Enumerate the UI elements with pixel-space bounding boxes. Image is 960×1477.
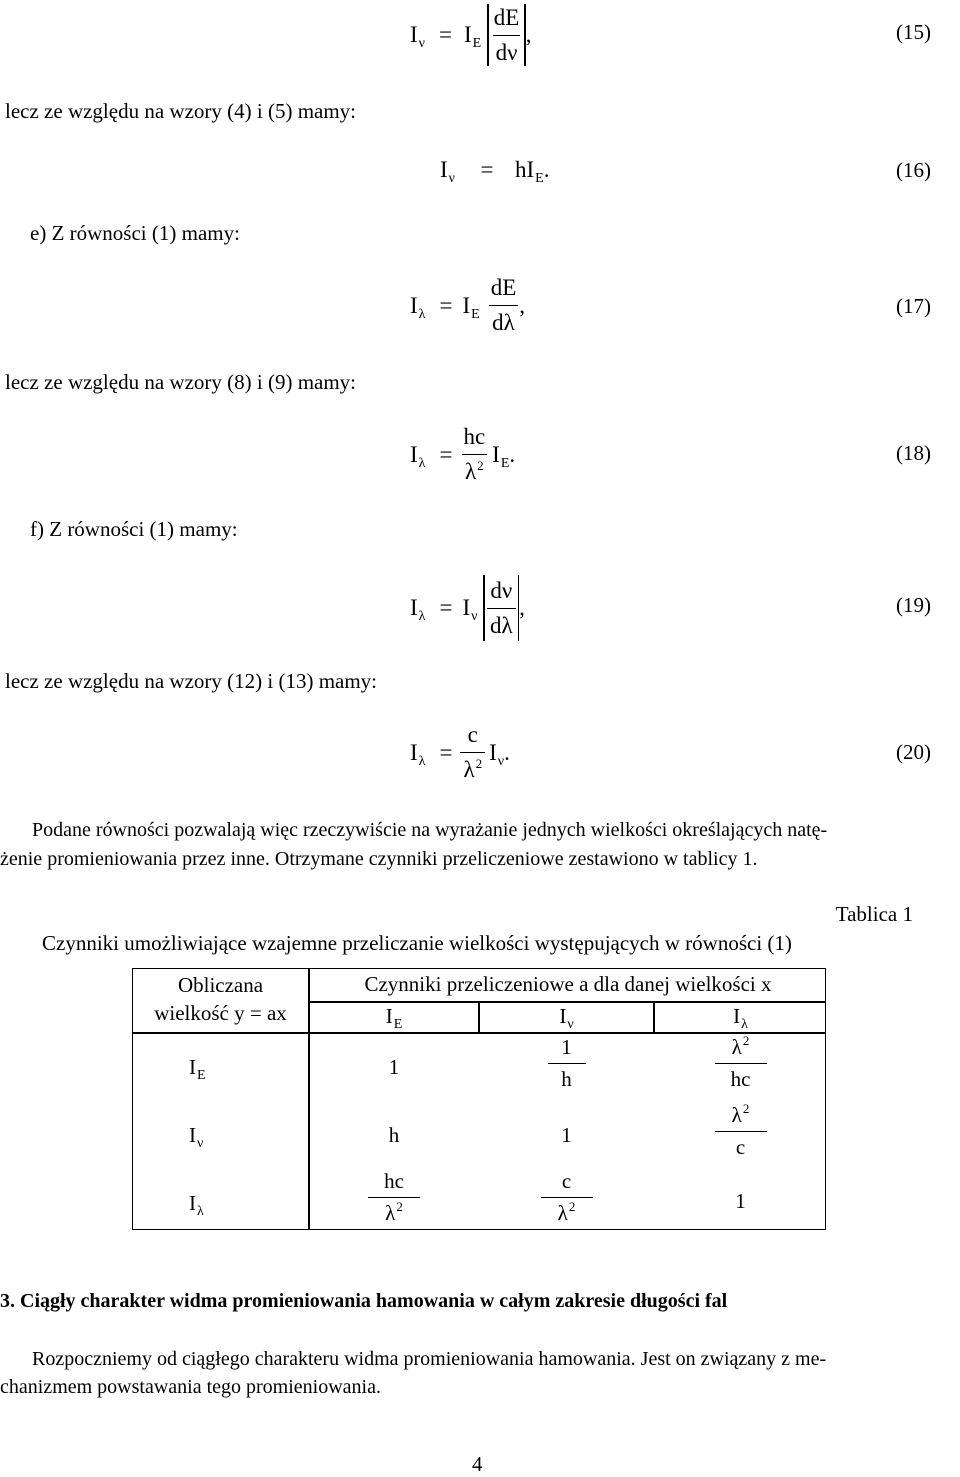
equation-18: $I_\lambda$ = $\frac{hc}{\lambda^2}$ $I_E$ . (410, 424, 516, 484)
table-caption: Czynniki umożliwiające wzajemne przeliczanie wielkości występujących w równości (1) (42, 931, 792, 955)
cell-ie-ie: 1 (388, 1055, 400, 1079)
eq15-lhs: $I_\nu$ (410, 22, 426, 51)
row-label-ilambda: $I_\lambda$ (189, 1191, 204, 1219)
col-header-inu: $I_\nu$ (559, 1004, 574, 1032)
cell-ilambda-ilambda: 1 (735, 1189, 746, 1213)
eq20-label: (20) (896, 740, 931, 764)
cell-inu-ilambda: $\frac{\lambda^2}{c}$ (654, 1103, 827, 1160)
cell-inu-ie: h (388, 1123, 400, 1147)
eq18-label: (18) (896, 441, 931, 465)
text-line-2: e) Z równości (1) mamy: (30, 221, 240, 245)
cell-ilambda-inu: $\frac{c}{\lambda^2}$ (479, 1169, 654, 1226)
table-label: Tablica 1 (835, 902, 913, 926)
conversion-table (132, 968, 826, 1230)
eq15-rhs: $I_E$ (464, 22, 482, 51)
eq19-label: (19) (896, 593, 931, 617)
col-header-ilambda: $I_\lambda$ (733, 1004, 748, 1032)
cell-ie-inu: $\frac{1}{h}$ (479, 1035, 654, 1092)
eq15-label: (15) (896, 20, 931, 44)
page-number: 4 (472, 1452, 483, 1476)
table-group-header: Czynniki przeliczeniowe a dla danej wielkości x (364, 972, 772, 996)
eq15-fraction: $\frac{dE}{d\nu}$ (493, 4, 520, 65)
equation-20: $I_\lambda$ = $\frac{c}{\lambda^2}$ $I_\nu$ . (410, 722, 510, 782)
eq17-label: (17) (896, 294, 931, 318)
row-label-ie: $I_E$ (189, 1055, 206, 1083)
equation-16: $I_\nu = hI_E$. (440, 157, 550, 186)
cell-inu-inu: 1 (561, 1123, 572, 1147)
eq19-fraction: $\frac{d\nu}{d\lambda}$ (487, 578, 516, 639)
table-corner-line-1: Obliczana (177, 973, 264, 997)
section-heading: 3. Ciągły charakter widma promieniowania hamowania w całym zakresie długości fal (0, 1290, 728, 1312)
text-line-4: f) Z równości (1) mamy: (30, 517, 238, 541)
col-header-ie: $I_E$ (385, 1004, 403, 1032)
eq20-fraction: $\frac{c}{\lambda^2}$ (460, 722, 485, 783)
paragraph-1-line-2: żenie promieniowania przez inne. Otrzymane czynniki przeliczeniowe zestawiono w tablicy 1. (0, 848, 758, 870)
eq16-label: (16) (896, 158, 931, 182)
paragraph-2-line-2: chanizmem powstawania tego promieniowania. (0, 1376, 381, 1398)
text-line-5: lecz ze względu na wzory (12) i (13) mamy: (5, 669, 378, 693)
equation-19: $I_\lambda$ = $I_\nu$ $\frac{d\nu}{d\lambda}$ , (410, 575, 525, 641)
text-line-3: lecz ze względu na wzory (8) i (9) mamy: (5, 370, 357, 394)
eq15-equals: = (439, 22, 452, 47)
equation-15: $I_\nu$ = $I_E$ $\frac{dE}{d\nu}$ , (410, 4, 532, 65)
equation-17: $I_\lambda$ = $I_E$ $\frac{dE}{d\lambda}$ , (410, 275, 525, 335)
row-label-inu: $I_\nu$ (189, 1123, 204, 1151)
cell-ie-ilambda: $\frac{\lambda^2}{hc}$ (654, 1035, 827, 1092)
eq18-fraction: $\frac{hc}{\lambda^2}$ (463, 424, 486, 484)
eq17-fraction: $\frac{dE}{d\lambda}$ (490, 275, 517, 335)
text-line-1: lecz ze względu na wzory (4) i (5) mamy: (5, 99, 357, 123)
table-corner-line-2: wielkość y = ax (154, 1001, 287, 1025)
paragraph-1-line-1: Podane równości pozwalają więc rzeczywiście na wyrażanie jednych wielkości określających natę- (32, 819, 828, 841)
paragraph-2-line-1: Rozpoczniemy od ciągłego charakteru widma promieniowania hamowania. Jest on związany z me- (32, 1348, 827, 1370)
cell-ilambda-ie: $\frac{hc}{\lambda^2}$ (309, 1169, 479, 1226)
